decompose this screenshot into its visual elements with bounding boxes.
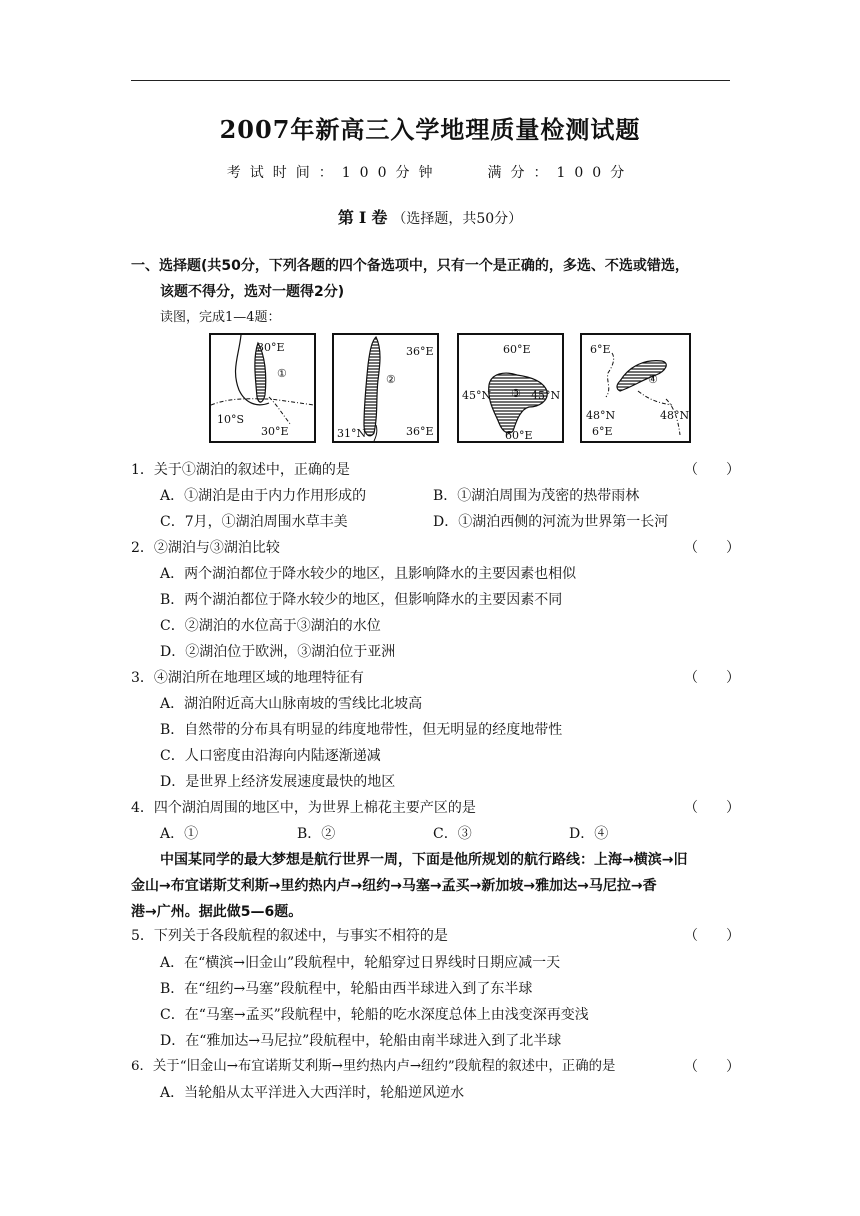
- q4-option-b: B．②: [297, 826, 336, 842]
- q3-option-d: D．是世界上经济发展速度最快的地区: [160, 774, 396, 790]
- q3-answer-paren: （ ）: [684, 670, 740, 686]
- q6-stem: 6．关于“旧金山→布宜诺斯艾利斯→里约热内卢→纽约”段航程的叙述中，正确的是: [131, 1059, 616, 1074]
- section-header: [0, 205, 860, 228]
- map3-label-left: 45°N: [462, 389, 492, 402]
- map-2-svg: [334, 335, 437, 441]
- q6-option-a: A．当轮船从太平洋进入大西洋时，轮船逆风逆水: [160, 1085, 465, 1101]
- q2-option-a: A．两个湖泊都位于降水较少的地区，且影响降水的主要因素也相似: [160, 566, 577, 582]
- map-4-svg: [582, 335, 689, 441]
- map4-label-bottom: 6°E: [592, 425, 613, 438]
- lake-maps: [209, 333, 691, 447]
- map2-label-bottom: 36°E: [406, 425, 434, 438]
- q2-stem: 2．②湖泊与③湖泊比较: [131, 540, 280, 556]
- passage-line-3: 港→广州。据此做5—6题。: [131, 904, 303, 920]
- map1-label-bottom: 30°E: [261, 425, 289, 438]
- map2-label-left: 31°N: [337, 427, 367, 440]
- q4-option-a: A．①: [160, 826, 199, 842]
- q2-option-c: C．②湖泊的水位高于③湖泊的水位: [160, 618, 381, 634]
- part-heading: 一、选择题(共50分，下列各题的四个备选项中，只有一个是正确的，多选、不选或错选，: [131, 258, 689, 274]
- map3-label-top: 60°E: [503, 343, 531, 356]
- q4-option-c: C．③: [433, 826, 472, 842]
- q4-answer-paren: （ ）: [684, 800, 740, 816]
- q4-stem: 4．四个湖泊周围的地区中，为世界上棉花主要产区的是: [131, 800, 476, 816]
- q5-option-a: A．在“横滨→旧金山”段航程中，轮船穿过日界线时日期应减一天: [160, 955, 561, 971]
- part-heading-cont: 该题不得分，选对一题得2分): [160, 284, 345, 300]
- q2-option-d: D．②湖泊位于欧洲，③湖泊位于亚洲: [160, 644, 396, 660]
- q3-stem: 3．④湖泊所在地理区域的地理特征有: [131, 670, 364, 686]
- map1-mark: ①: [277, 367, 287, 380]
- q6-answer-paren: （ ）: [684, 1059, 740, 1075]
- map-1-svg: [211, 335, 314, 441]
- map-lake-3: [457, 333, 564, 443]
- q4-option-d: D．④: [569, 826, 609, 842]
- map4-label-top: 6°E: [590, 343, 611, 356]
- map3-label-right: 45°N: [531, 389, 561, 402]
- q5-option-d: D．在“雅加达→马尼拉”段航程中，轮船由南半球进入到了北半球: [160, 1033, 562, 1049]
- map-lake-2: [332, 333, 439, 443]
- map2-mark: ②: [386, 373, 396, 386]
- q2-option-b: B．两个湖泊都位于降水较少的地区，但影响降水的主要因素不同: [160, 592, 563, 608]
- passage-line-1: 中国某同学的最大梦想是航行世界一周，下面是他所规划的航行路线：上海→横滨→旧: [160, 852, 688, 868]
- top-rule: [131, 80, 730, 81]
- q1-option-a: A．①湖泊是由于内力作用形成的: [160, 488, 367, 504]
- section-note: （选择题，共50分）: [392, 211, 523, 227]
- map-3-svg: [459, 335, 562, 441]
- map1-label-left: 10°S: [217, 413, 245, 426]
- q2-answer-paren: （ ）: [684, 540, 740, 556]
- q1-answer-paren: （ ）: [684, 462, 740, 478]
- q5-stem: 5．下列关于各段航程的叙述中，与事实不相符的是: [131, 928, 448, 944]
- passage-line-2: 金山→布宜诺斯艾利斯→里约热内卢→纽约→马塞→孟买→新加坡→雅加达→马尼拉→香: [131, 878, 657, 894]
- map4-label-right: 48°N: [660, 409, 689, 422]
- map3-mark: ③: [511, 387, 521, 400]
- page-title: 2007年新高三入学地理质量检测试题: [219, 115, 641, 144]
- q1-option-b: B．①湖泊周围为茂密的热带雨林: [433, 488, 640, 504]
- map-intro: 读图，完成1—4题：: [160, 310, 281, 325]
- q1-option-d: D．①湖泊西侧的河流为世界第一长河: [433, 514, 669, 530]
- q3-option-b: B．自然带的分布具有明显的纬度地带性，但无明显的经度地带性: [160, 722, 563, 738]
- q3-option-a: A．湖泊附近高大山脉南坡的雪线比北坡高: [160, 696, 423, 712]
- q1-option-c: C．7月，①湖泊周围水草丰美: [160, 514, 348, 530]
- section-label: 第Ⅰ卷: [337, 208, 393, 227]
- map3-label-bottom: 60°E: [505, 429, 533, 441]
- map-lake-4: [580, 333, 691, 443]
- map-lake-1: [209, 333, 316, 443]
- q5-option-c: C．在“马塞→孟买”段航程中，轮船的吃水深度总体上由浅变深再变浅: [160, 1007, 589, 1023]
- map1-label-top: 30°E: [257, 341, 285, 354]
- map2-label-top: 36°E: [406, 345, 434, 358]
- q5-answer-paren: （ ）: [684, 928, 740, 944]
- q3-option-c: C．人口密度由沿海向内陆逐渐递减: [160, 748, 381, 764]
- exam-info: 考试时间：100分钟 满分：100分: [226, 165, 634, 181]
- q5-option-b: B．在“纽约→马塞”段航程中，轮船由西半球进入到了东半球: [160, 981, 533, 997]
- map4-mark: ④: [648, 373, 658, 386]
- map4-label-left: 48°N: [586, 409, 616, 422]
- q1-stem: 1．关于①湖泊的叙述中，正确的是: [131, 462, 350, 478]
